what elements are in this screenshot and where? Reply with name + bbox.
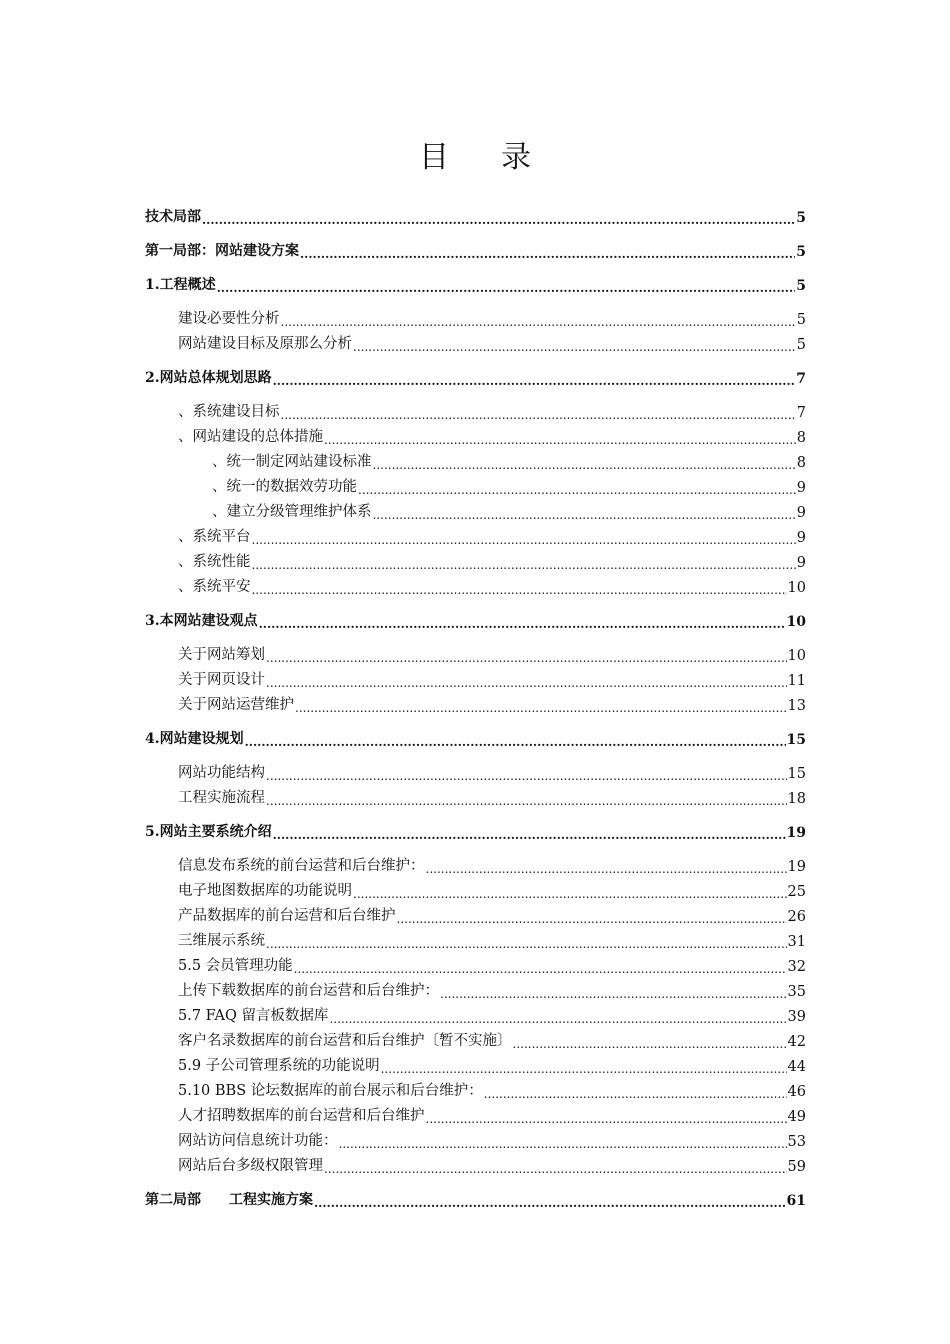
toc-leader-dots (266, 795, 787, 807)
toc-leader-dots (266, 652, 787, 664)
toc-leader-dots (324, 1163, 787, 1175)
toc-entry-page-number: 32 (787, 959, 806, 975)
toc-leader-dots (252, 534, 796, 546)
toc-entry-label: 3.本网站建设观点 (145, 613, 258, 629)
toc-entry[interactable] (145, 365, 806, 387)
toc-entry-label: 技术局部 (145, 209, 201, 225)
toc-leader-dots (300, 248, 795, 260)
toc-entry-page-number: 49 (787, 1109, 806, 1125)
toc-entry-page-number: 8 (796, 430, 806, 446)
toc-entry-page-number: 5 (796, 278, 806, 294)
toc-entry-page-number: 5 (796, 312, 806, 328)
toc-leader-dots (314, 1197, 786, 1209)
toc-entry-label: 网站建设目标及原那么分析 (178, 336, 352, 352)
toc-entry-page-number: 26 (787, 909, 806, 925)
toc-entry[interactable] (178, 306, 806, 328)
toc-leader-dots (373, 459, 796, 471)
toc-entry-page-number: 53 (787, 1134, 806, 1150)
toc-leader-dots (353, 341, 796, 353)
toc-leader-dots (426, 1113, 787, 1125)
toc-leader-dots (324, 434, 796, 446)
toc-leader-dots (217, 282, 796, 294)
toc-leader-dots (295, 702, 787, 714)
toc-entry-label: 信息发布系统的前台运营和后台维护： (178, 858, 425, 874)
toc-entry-page-number: 46 (787, 1084, 806, 1100)
toc-entry-label: 人才招聘数据库的前台运营和后台维护 (178, 1108, 425, 1124)
toc-entry-page-number: 15 (786, 732, 806, 748)
toc-entry-page-number: 13 (787, 698, 806, 714)
toc-entry-label: 、系统平台 (178, 529, 251, 545)
toc-leader-dots (266, 677, 787, 689)
toc-entry-page-number: 61 (786, 1193, 806, 1209)
toc-entry-label: 、系统建设目标 (178, 404, 280, 420)
toc-leader-dots (252, 584, 787, 596)
toc-entry-page-number: 9 (796, 505, 806, 521)
toc-entry-label: 1.工程概述 (145, 277, 216, 293)
toc-entry[interactable] (178, 1103, 806, 1125)
toc-entry[interactable] (212, 474, 806, 496)
toc-leader-dots (484, 1088, 787, 1100)
toc-entry-label: 、统一制定网站建设标准 (212, 454, 372, 470)
toc-entry[interactable] (178, 524, 806, 546)
toc-entry-page-number: 10 (786, 614, 806, 630)
toc-leader-dots (259, 618, 786, 630)
toc-entry-page-number: 59 (787, 1159, 806, 1175)
toc-leader-dots (373, 509, 796, 521)
toc-entry-label: 、系统平安 (178, 579, 251, 595)
toc-entry[interactable] (178, 953, 806, 975)
toc-entry[interactable] (178, 574, 806, 596)
toc-entry[interactable] (178, 1053, 806, 1075)
toc-leader-dots (358, 484, 796, 496)
toc-entry-label: 三维展示系统 (178, 933, 265, 949)
toc-entry-label: 、建立分级管理维护体系 (212, 504, 372, 520)
toc-entry-label: 关于网页设计 (178, 672, 265, 688)
toc-entry-page-number: 44 (787, 1059, 806, 1075)
toc-entry-label: 客户名录数据库的前台运营和后台维护〔暂不实施〕 (178, 1033, 512, 1049)
toc-leader-dots (273, 829, 786, 841)
toc-entry-page-number: 11 (787, 673, 806, 689)
toc-entry[interactable] (178, 1128, 806, 1150)
toc-entry-label: 5.10 BBS 论坛数据库的前台展示和后台维护： (178, 1083, 483, 1099)
toc-entry[interactable] (178, 1078, 806, 1100)
toc-entry-page-number: 31 (787, 934, 806, 950)
toc-entry[interactable] (178, 785, 806, 807)
toc-entry[interactable] (178, 399, 806, 421)
toc-entry-label: 网站访问信息统计功能： (178, 1133, 338, 1149)
toc-entry-label: 关于网站筹划 (178, 647, 265, 663)
toc-entry[interactable] (145, 204, 806, 226)
toc-entry-label: 、统一的数据效劳功能 (212, 479, 357, 495)
toc-entry-label: 建设必要性分析 (178, 311, 280, 327)
toc-entry-page-number: 18 (787, 791, 806, 807)
toc-entry[interactable] (178, 424, 806, 446)
toc-leader-dots (397, 913, 787, 925)
toc-entry[interactable] (178, 928, 806, 950)
toc-leader-dots (202, 214, 795, 226)
toc-leader-dots (266, 770, 787, 782)
toc-entry[interactable] (178, 760, 806, 782)
toc-entry-label: 工程实施流程 (178, 790, 265, 806)
toc-entry-page-number: 5 (796, 210, 806, 226)
toc-leader-dots (252, 559, 796, 571)
toc-entry[interactable] (178, 1028, 806, 1050)
toc-entry-label: 5.7 FAQ 留言板数据库 (178, 1008, 329, 1024)
toc-leader-dots (381, 1063, 787, 1075)
toc-entry[interactable] (178, 549, 806, 571)
toc-entry-page-number: 9 (796, 555, 806, 571)
toc-entry-label: 、系统性能 (178, 554, 251, 570)
toc-entry-label: 网站后台多级权限管理 (178, 1158, 323, 1174)
toc-entry-page-number: 9 (796, 530, 806, 546)
page-title (0, 132, 950, 176)
toc-leader-dots (281, 409, 796, 421)
toc-entry[interactable] (178, 903, 806, 925)
toc-entry-label: 电子地图数据库的功能说明 (178, 883, 352, 899)
toc-entry[interactable] (178, 878, 806, 900)
toc-leader-dots (281, 316, 796, 328)
toc-entry-label: 2.网站总体规划思路 (145, 370, 272, 386)
toc-entry[interactable] (178, 667, 806, 689)
toc-entry[interactable] (178, 642, 806, 664)
toc-entry-page-number: 19 (787, 859, 806, 875)
toc-entry-page-number: 10 (787, 648, 806, 664)
toc-entry[interactable] (212, 449, 806, 471)
toc-entry-label: 第一局部：网站建设方案 (145, 243, 299, 259)
toc-entry[interactable] (178, 1003, 806, 1025)
toc-entry[interactable] (145, 608, 806, 630)
toc-entry-page-number: 8 (796, 455, 806, 471)
toc-leader-dots (294, 963, 787, 975)
toc-entry-page-number: 15 (787, 766, 806, 782)
toc-entry-label: 网站功能结构 (178, 765, 265, 781)
toc-entry-page-number: 19 (786, 825, 806, 841)
toc-leader-dots (273, 375, 796, 387)
toc-entry-label: 上传下载数据库的前台运营和后台维护： (178, 983, 439, 999)
toc-entry-page-number: 25 (787, 884, 806, 900)
toc-entry-label: 第二局部 工程实施方案 (145, 1192, 313, 1208)
toc-entry[interactable] (178, 331, 806, 353)
toc-entry-page-number: 10 (787, 580, 806, 596)
toc-entry-page-number: 35 (787, 984, 806, 1000)
toc-entry-label: 4.网站建设规划 (145, 731, 244, 747)
toc-entry[interactable] (145, 272, 806, 294)
toc-entry[interactable] (145, 1187, 806, 1209)
toc-entry-label: 产品数据库的前台运营和后台维护 (178, 908, 396, 924)
toc-entry[interactable] (145, 238, 806, 260)
toc-entry-page-number: 7 (796, 405, 806, 421)
toc-entry-label: 5.5 会员管理功能 (178, 958, 293, 974)
toc-leader-dots (245, 736, 786, 748)
toc-entry-page-number: 7 (796, 371, 806, 387)
toc-leader-dots (339, 1138, 787, 1150)
toc-entry[interactable] (212, 499, 806, 521)
toc-leader-dots (426, 863, 787, 875)
toc-entry-page-number: 5 (796, 244, 806, 260)
toc-entry-label: 5.网站主要系统介绍 (145, 824, 272, 840)
toc-entry-page-number: 5 (796, 337, 806, 353)
toc-entry[interactable] (178, 692, 806, 714)
toc-entry[interactable] (178, 853, 806, 875)
toc-entry-page-number: 42 (787, 1034, 806, 1050)
toc-entry-page-number: 39 (787, 1009, 806, 1025)
toc-leader-dots (329, 1013, 786, 1025)
title-char-1: 目 (419, 140, 449, 175)
toc-entry[interactable] (178, 978, 806, 1000)
toc-entry-label: 5.9 子公司管理系统的功能说明 (178, 1058, 380, 1074)
toc-entry[interactable] (178, 1153, 806, 1175)
title-char-2: 录 (501, 140, 531, 175)
toc-leader-dots (353, 888, 787, 900)
toc-entry[interactable] (145, 819, 806, 841)
toc-leader-dots (440, 988, 787, 1000)
toc-entry-page-number: 9 (796, 480, 806, 496)
toc-entry-label: 、网站建设的总体措施 (178, 429, 323, 445)
toc-entry[interactable] (145, 726, 806, 748)
toc-leader-dots (513, 1038, 787, 1050)
toc-leader-dots (266, 938, 787, 950)
toc-entry-label: 关于网站运营维护 (178, 697, 294, 713)
